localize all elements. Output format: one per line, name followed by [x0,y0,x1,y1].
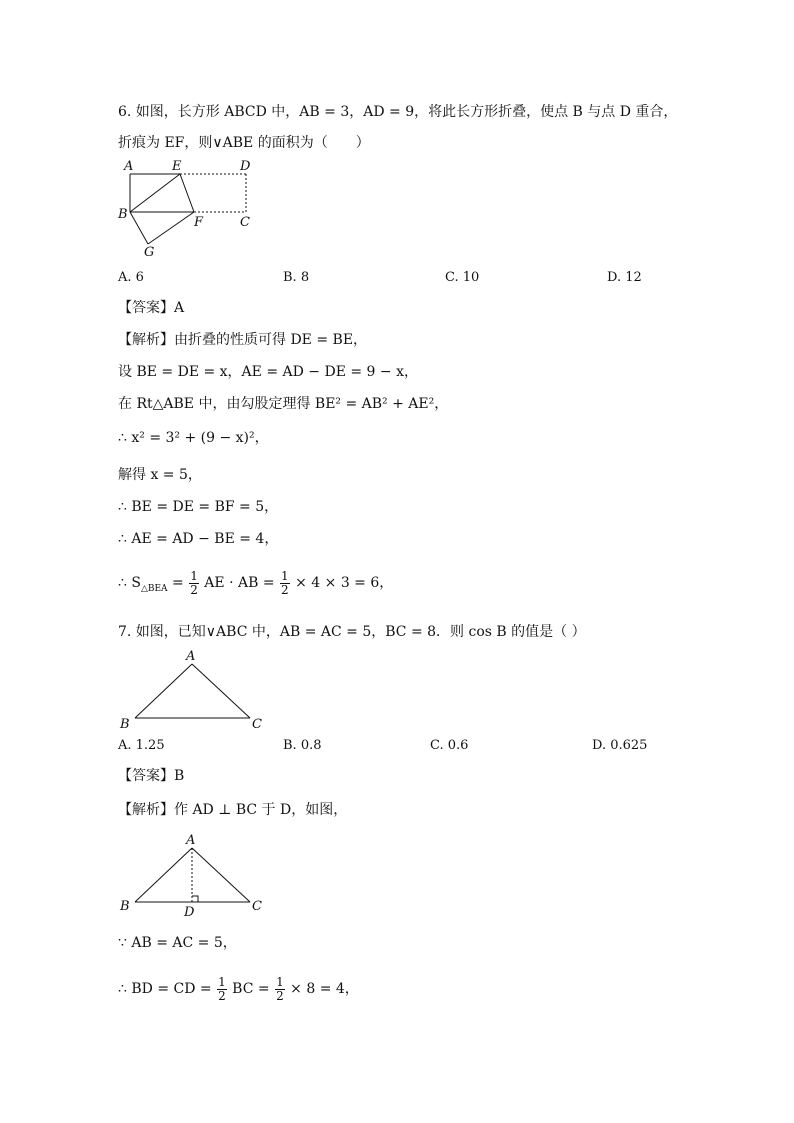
q7-step2 [118,972,359,1006]
q6-figure [112,156,262,260]
q7b-edge-ab [135,848,192,902]
q7b-label-a: A [186,833,196,848]
q7b-edge-ac [192,848,250,902]
q7-label-b: B [120,717,130,732]
q7-step2-frac1: $\frac{1}{2}$ [218,974,226,1003]
q6-analysis-2: 设 BE = DE = x，AE = AD − DE = 9 − x， [118,364,418,380]
q6-area-prefix: ∴ S [118,575,141,591]
q7b-label-b: B [120,899,130,914]
q6-analysis-3: 在 Rt△ABE 中，由勾股定理得 BE² = AB² + AE²， [118,396,449,412]
q6-analysis-4: ∴ x² = 3² + (9 − x)²， [118,430,269,446]
q7-option-c: C. 0.6 [430,738,469,753]
q6-label-c: C [240,215,250,230]
q7-step2-frac2: $\frac{1}{2}$ [276,974,284,1003]
q6-stem-line1: 6. 如图，长方形 ABCD 中，AB = 3，AD = 9，将此长方形折叠，使点 B 与点 D 重合， [118,104,678,120]
q7-answer: 【答案】B [118,768,185,784]
q6-analysis-6: ∴ BE = DE = BF = 5， [118,499,279,515]
q7-analysis-figure [112,828,272,920]
q6-edge-ef [180,174,194,212]
q7-stem: 7. 如图，已知∨ABC 中，AB = AC = 5，BC = 8．则 cos B 的值是（ ） [118,624,586,640]
q6-option-d: D. 12 [607,270,642,285]
q6-area-eq1: = [167,575,189,591]
q6-label-e: E [172,159,182,174]
q6-area-mid: AE · AB = [204,575,280,591]
q7b-label-c: C [252,899,262,914]
q7-analysis-intro: 【解析】作 AD ⊥ BC 于 D，如图， [118,802,348,818]
q7-figure [112,644,272,734]
q7-label-a: A [186,649,196,664]
q7-edge-ab [135,664,192,718]
q6-area-tail: × 4 × 3 = 6， [295,575,394,591]
q6-area-frac2: $\frac{1}{2}$ [281,568,289,597]
q6-label-g: G [144,245,155,260]
q6-area-frac1: $\frac{1}{2}$ [190,568,198,597]
q6-edge-bg [130,212,148,244]
q7-label-c: C [252,717,262,732]
q6-option-a: A. 6 [118,270,144,285]
q6-area-sub: △BEA [140,583,168,594]
q6-analysis-5: 解得 x = 5， [118,467,202,483]
q6-answer: 【答案】A [118,300,185,316]
q7-edge-ac [192,664,250,718]
q7-option-b: B. 0.8 [283,738,322,753]
q7-step1: ∵ AB = AC = 5， [118,935,237,951]
q6-label-f: F [194,215,204,230]
q6-label-d: D [240,159,251,174]
q6-analysis-7: ∴ AE = AD − BE = 4， [118,531,279,547]
q7-option-a: A. 1.25 [118,738,165,753]
q7-option-d: D. 0.625 [592,738,648,753]
q6-option-c: C. 10 [445,270,480,285]
q6-stem-line2: 折痕为 EF，则∨ABE 的面积为（ ） [118,135,370,151]
q7b-label-d: D [184,905,195,920]
q6-edge-be [130,174,180,212]
q6-analysis-1: 【解析】由折叠的性质可得 DE = BE， [118,332,368,348]
q7-step2-mid: BC = [232,981,275,997]
q6-label-b: B [118,207,128,222]
q6-option-b: B. 8 [283,270,310,285]
q7-step2-prefix: ∴ BD = CD = [118,981,217,997]
q6-edge-gf [148,212,194,244]
q7b-right-angle-mark [192,896,198,902]
q6-label-a: A [124,159,134,174]
q7-step2-tail: × 8 = 4， [290,981,359,997]
q6-area-formula [118,566,393,606]
